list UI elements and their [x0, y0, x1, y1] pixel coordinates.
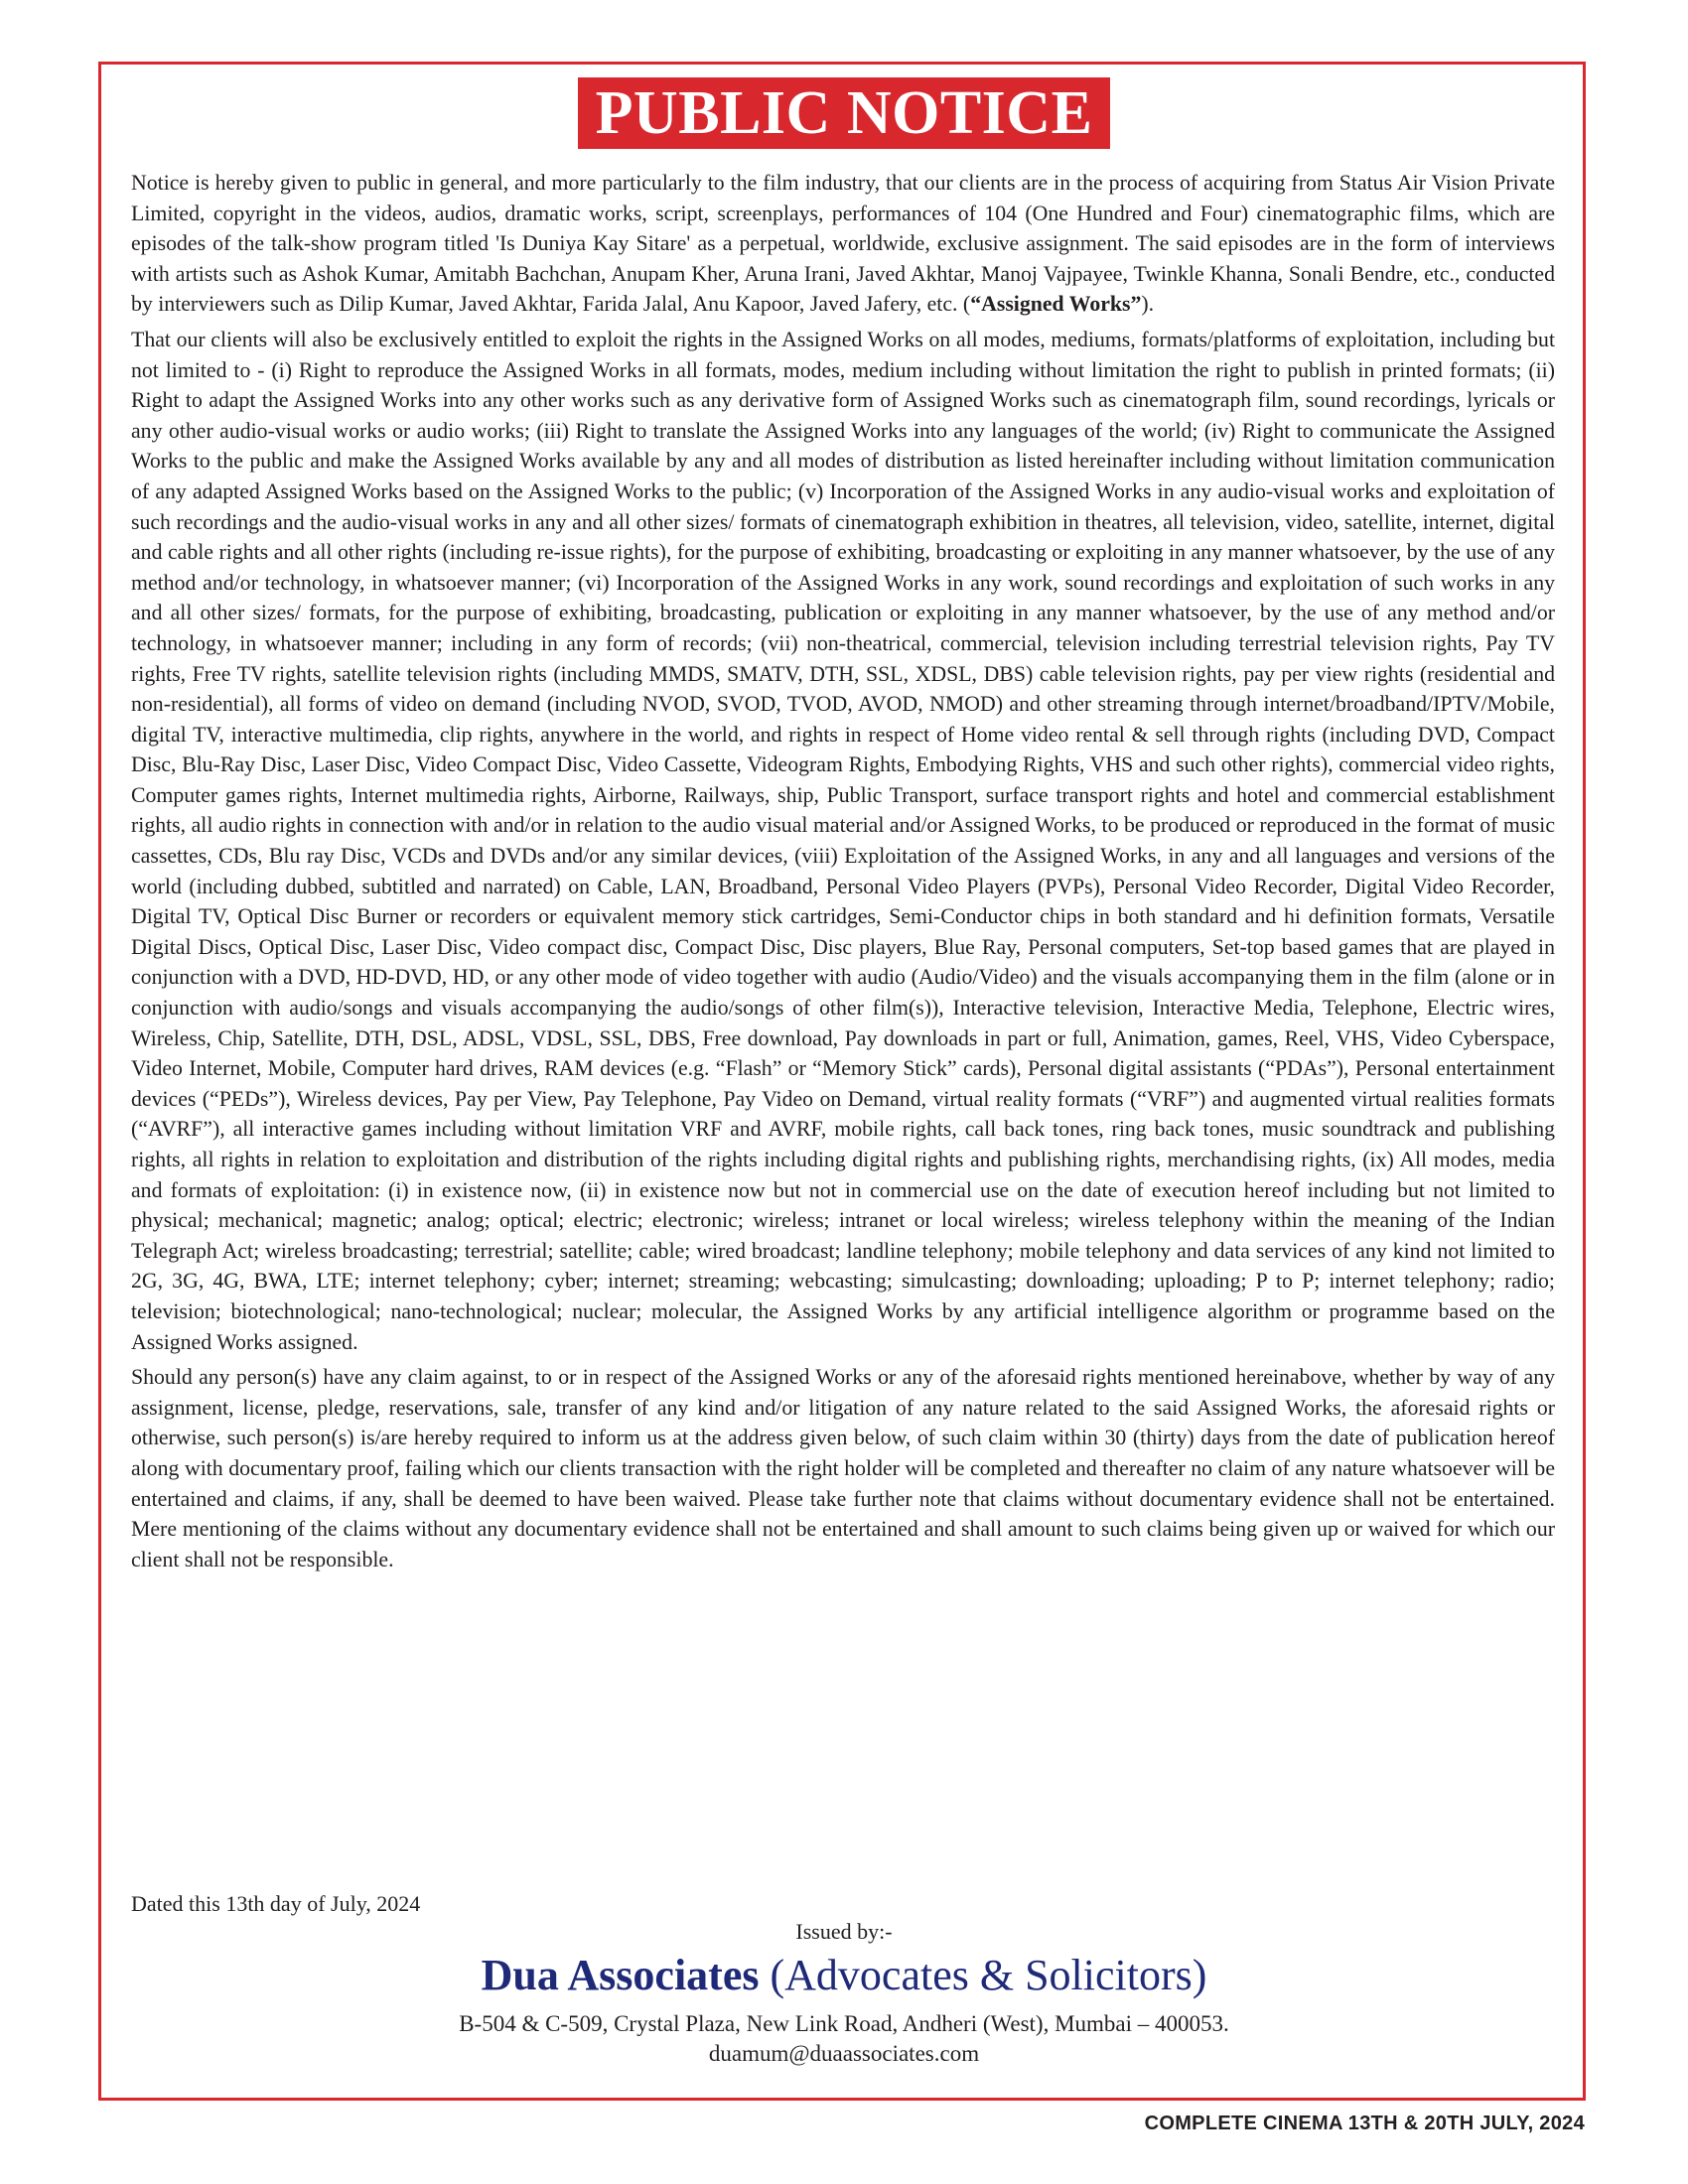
firm-descriptor: (Advocates & Solicitors) — [770, 1951, 1207, 1999]
firm-email: duamum@duaassociates.com — [708, 2041, 980, 2066]
paragraph-acquisition-end: ). — [1141, 292, 1155, 317]
publication-footer: COMPLETE CINEMA 13TH & 20TH JULY, 2024 — [1144, 2113, 1585, 2134]
issued-by: Issued by:- — [795, 1919, 893, 1944]
title-container — [0, 77, 1688, 149]
paragraph-rights: That our clients will also be exclusively entitled to exploit the rights in the Assigned Works on all modes, mediums, formats/platforms of exploitation, including but not limited to - (i) Right to reproduce the Assigned Works in all formats, modes, medium including without limitation the right to publish in printed formats; (ii) Right to adapt the Assigned Works into any other works such as any derivative form of Assigned Works such as cinematograph film, sound recordings, lyricals or any other audio-visual works or audio works; (iii) Right to translate the Assigned Works into any languages of the world; (iv) Right to communicate the Assigned Works to the public and make the Assigned Works available by any and all modes of distribution as listed hereinafter including without limitation communication of any adapted Assigned Works based on the Assigned Works to the public; (v) Incorporation of the Assigned Works in any audio-visual works and exploitation of such recordings and the audio-visual works in any and all other sizes/ formats of cinematograph exhibition in theatres, all television, video, satellite, internet, digital and cable rights and all other rights (including re-issue rights), for the purpose of exhibiting, broadcasting or exploiting in any manner whatsoever, by the use of any method and/or technology, in whatsoever manner; (vi) Incorporation of the Assigned Works in any work, sound recordings and exploitation of such works in any and all other sizes/ formats, for the purpose of exhibiting, broadcasting, publication or exploiting in any manner whatsoever, by the use of any method and/or technology, in whatsoever manner; including in any form of records; (vii) non-theatrical, commercial, television including terrestrial television rights, Pay TV rights, Free TV rights, satellite television rights (including MMDS, SMATV, DTH, SSL, XDSL, DBS) cable television rights, pay per view rights (residential and non-residential), all forms of video on demand (including NVOD, SVOD, TVOD, AVOD, NMOD) and other streaming through internet/broadband/IPTV/Mobile, digital TV, interactive multimedia, clip rights, anywhere in the world, and rights in respect of Home video rental & sell through rights (including DVD, Compact Disc, Blu-Ray Disc, Laser Disc, Video Compact Disc, Video Cassette, Videogram Rights, Embodying Rights, VHS and such other rights), commercial video rights, Computer games rights, Internet multimedia rights, Airborne, Railways, ship, Public Transport, surface transport rights and hotel and commercial establishment rights, all audio rights in connection with and/or in relation to the audio visual material and/or Assigned Works, to be produced or reproduced in the format of music cassettes, CDs, Blu ray Disc, VCDs and DVDs and/or any similar devices, (viii) Exploitation of the Assigned Works, in any and all languages and versions of the world (including dubbed, subtitled and narrated) on Cable, LAN, Broadband, Personal Video Players (PVPs), Personal Video Recorder, Digital Video Recorder, Digital TV, Optical Disc Burner or recorders or equivalent memory stick cartridges, Semi-Conductor chips in both standard and hi definition formats, Versatile Digital Discs, Optical Disc, Laser Disc, Video compact disc, Compact Disc, Disc players, Blue Ray, Personal computers, Set-top based games that are played in conjunction with a DVD, HD-DVD, HD, or any other mode of video together with audio (Audio/Video) and the visuals accompanying them in the film (alone or in conjunction with audio/songs and visuals accompanying the audio/songs of other film(s)), Interactive television, Interactive Media, Telephone, Electric wires, Wireless, Chip, Satellite, DTH, DSL, ADSL, VDSL, SSL, DBS, Free download, Pay downloads in part or full, Animation, games, Reel, VHS, Video Cyberspace, Video Internet, Mobile, Computer hard drives, RAM devices (e.g. “Flash” or “Memory Stick” cards), Personal digital assistants (“PDAs”), Personal entertainment devices (“PEDs”), Wireless devices, Pay per View, Pay Telephone, Pay Video on Demand, virtual reality formats (“VRF”) and augmented virtual realities formats (“AVRF”), all interactive games including without limitation VRF and AVRF, mobile rights, call back tones, ring back tones, music soundtrack and publishing rights, all rights in relation to exploitation and distribution of the rights including digital rights and publishing rights, merchandising rights, (ix) All modes, media and formats of exploitation: (i) in existence now, (ii) in existence now but not in commercial use on the date of execution hereof including but not limited to physical; mechanical; magnetic; analog; optical; electric; electronic; wireless; intranet or local wireless; wireless telephony within the meaning of the Indian Telegraph Act; wireless broadcasting; terrestrial; satellite; cable; wired broadcast; landline telephony; mobile telephony and data services of any kind not limited to 2G, 3G, 4G, BWA, LTE; internet telephony; cyber; internet; streaming; webcasting; simulcasting; downloading; uploading; P to P; internet telephony; radio; television; biotechnological; nano-technological; nuclear; molecular, the Assigned Works by any artificial intelligence algorithm or programme based on the Assigned Works assigned. — [131, 327, 1555, 1354]
firm-name: Dua Associates — [481, 1951, 760, 1999]
dated-line: Dated this 13th day of July, 2024 — [131, 1891, 421, 1916]
notice-title: PUBLIC NOTICE — [578, 77, 1111, 149]
notice-body — [131, 168, 1555, 1579]
paragraph-claims: Should any person(s) have any claim against, to or in respect of the Assigned Works or any of the aforesaid rights mentioned hereinabove, whether by way of any assignment, license, pledge, reservations, sale, transfer of any kind and/or litigation of any nature related to the said Assigned Works, the aforesaid rights or otherwise, such person(s) is/are hereby required to inform us at the address given below, of such claim within 30 (thirty) days from the date of publication hereof along with documentary proof, failing which our clients transaction with the right holder will be completed and thereafter no claim of any nature whatsoever will be entertained and claims, if any, shall be deemed to have been waived. Please take further note that claims without documentary evidence shall not be entertained. Mere mentioning of the claims without any documentary evidence shall not be entertained and shall amount to such claims being given up or waived for which our client shall not be responsible. — [131, 1365, 1555, 1571]
paragraph-acquisition — [131, 168, 1555, 320]
assigned-works-term: “Assigned Works” — [970, 292, 1142, 317]
firm-address: B-504 & C-509, Crystal Plaza, New Link Road, Andheri (West), Mumbai – 400053. — [459, 2011, 1229, 2036]
firm-line — [0, 1948, 1688, 2003]
paragraph-acquisition-text: Notice is hereby given to public in general, and more particularly to the film industry, that our clients are in the process of acquiring from Status Air Vision Private Limited, copyright in the videos, audios, dramatic works, script, screenplays, performances of 104 (One Hundred and Four) cinematographic films, which are episodes of the talk-show program titled 'Is Duniya Kay Sitare' as a perpetual, worldwide, exclusive assignment. The said episodes are in the form of interviews with artists such as Ashok Kumar, Amitabh Bachchan, Anupam Kher, Aruna Irani, Javed Akhtar, Manoj Vajpayee, Twinkle Khanna, Sonali Bendre, etc., conducted by interviewers such as Dilip Kumar, Javed Akhtar, Farida Jalal, Anu Kapoor, Javed Jafery, etc. ( — [131, 171, 1555, 317]
